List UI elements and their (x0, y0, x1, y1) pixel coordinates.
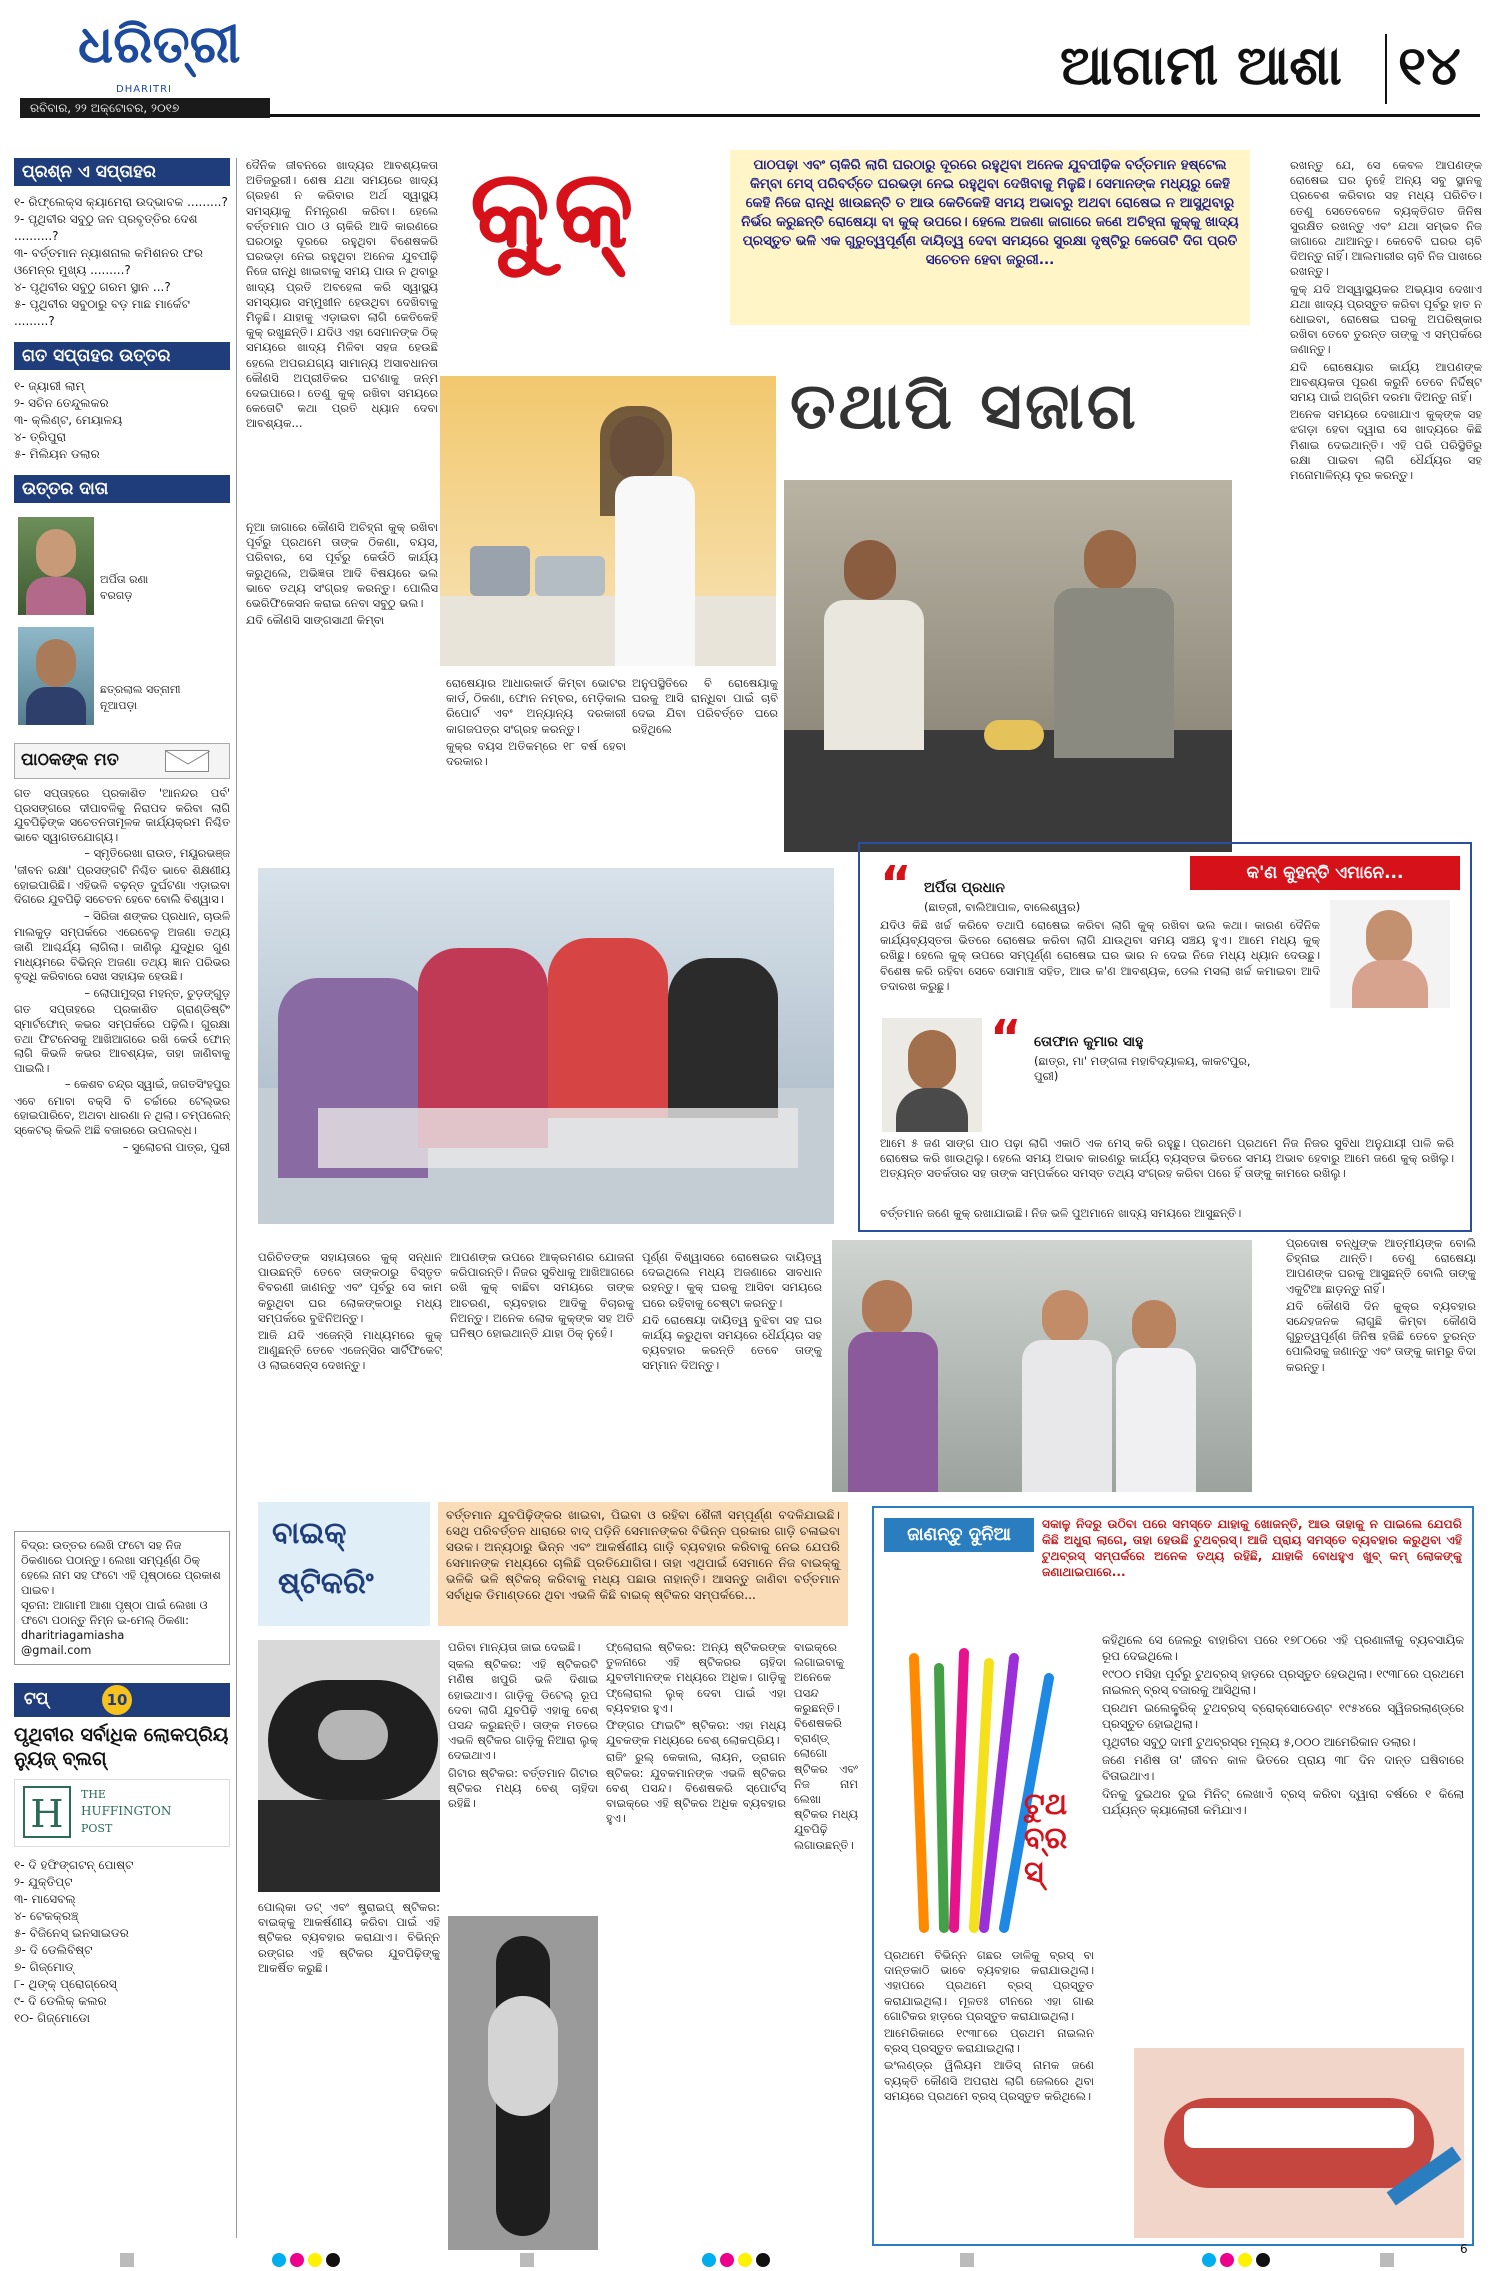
masthead-rule (270, 114, 1480, 117)
answers-list (14, 378, 230, 463)
top10-item: ୩- ମାସେବଲ୍ (14, 1892, 76, 1906)
cook-bullet: କୁକ୍ ଯଦି ଅସ୍ୱାସ୍ଥ୍ୟକର ଅଭ୍ୟାସ ଦେଖାଏ ଯଥା ଖାଦ୍ୟ ପ୍ରସ୍ତୁତ କରିବା ପୂର୍ବରୁ ହାତ ନ ଧୋଇବା, ରୋଷେଇ ଘରକୁ ଅପରିଷ୍କାର ରଖିବା ତେବେ ତୁରନ୍ତ ତାଙ୍କୁ ଏ ସମ୍ପର୍କରେ ଜଣାନ୍ତୁ। (1290, 281, 1482, 357)
quiz-item: ୫- ପୃଥିବୀର ସବୁଠାରୁ ବଡ଼ ମାଛ ମାର୍କେଟ .........? (14, 297, 190, 328)
opinion-photo (1330, 900, 1450, 1008)
newspaper-logo: ଧରିତ୍ରୀ (78, 14, 241, 75)
top10-item: ୯- ଦି ଡେଲିକ୍ କଲର (14, 1994, 107, 2008)
opinions-box (858, 842, 1472, 1232)
winners-heading: ଉତ୍ତର ଦାତା (14, 475, 230, 503)
photo-bike-skull (258, 1640, 440, 1892)
contact-box (14, 1531, 230, 1665)
world-fact: ଇଂଲଣ୍ଡ୍‌ର ୱିଲିୟମ ଆଡିସ୍ ନାମକ ଜଣେ ବ୍ୟକ୍ତି କୌଣସି ଅପରାଧ ଲାଗି ଜେଲରେ ଥିବା ସମୟରେ ପ୍ରଥମେ ବ୍ରସ୍ ପ୍ରସ୍ତୁତ କରିଥିଲେ। (884, 2058, 1094, 2103)
quiz-heading: ପ୍ରଶ୍ନ ଏ ସପ୍ତାହର (14, 158, 230, 186)
cook-mid-col2 (450, 1250, 634, 1470)
top10-item: ୧୦- ଗିଜ୍‌ମୋଡୋ (14, 2011, 90, 2025)
winner-card (14, 623, 230, 733)
cook-title: କୁକ୍ (470, 147, 638, 272)
readers-heading-box (14, 743, 230, 779)
footer-bar (0, 2242, 1500, 2270)
answers-heading: ଗତ ସପ୍ତାହର ଉତ୍ତର (14, 342, 230, 370)
cook-col-right (1290, 158, 1482, 826)
page-footer-number: 6 (1460, 2242, 1468, 2256)
cook-right-lower (1286, 1236, 1476, 1492)
left-sidebar (14, 158, 230, 2238)
cook-bullet: ଆଜି ଯଦି ଏଜେନ୍ସି ମାଧ୍ୟମରେ କୁକ୍ ଆଣୁଛନ୍ତି ତେବେ ଏଜେନ୍ସିର ସାର୍ଟିଫିକେଟ୍ ଓ ଲାଇସେନ୍ସ ଦେଖନ୍ତୁ। (258, 1328, 442, 1373)
cmyk-mark (700, 2252, 772, 2271)
world-fact: ପ୍ରଥମେ ବିଭିନ୍ନ ଗଛର ଡାଳିକୁ ବ୍ରସ୍ ବା ଦାନ୍ତକାଠି ଭାବେ ବ୍ୟବହାର କରାଯାଉଥିଲା। ଏହାପରେ ପ୍ରଥମେ ବ୍ରସ୍ ପ୍ରସ୍ତୁତ କରାଯାଇଥିଲା। ମୂଳତଃ ଚୀନରେ ଏହା ଗାଈ ଗୋଟିକର ହାଡ଼ରେ ପ୍ରସ୍ତୁତ କରାଯାଇଥିଲା। (884, 1948, 1094, 2023)
photo-woman-cooking (440, 376, 776, 666)
cook-mid-col3 (642, 1250, 822, 1470)
quiz-item: ୪- ପୃଥିବୀର ସବୁଠୁ ଗରମ ସ୍ଥାନ ...? (14, 280, 171, 294)
winner-name: ଛତ୍ରଲାଲ ସତ୍ନାମୀ (100, 683, 181, 696)
quiz-item: ୧- ରିଫ୍ଲେକ୍ସ କ୍ୟାମେରା ଉଦ୍ଭାବକ .........? (14, 195, 228, 209)
register-mark (960, 2252, 974, 2271)
opinion-text: ଯଦିଓ କିଛି ଖର୍ଚ୍ଚ କରିବେ ତଥାପି ରୋଷେଇ କରିବା ଲାଗି କୁକ୍ ରଖିବା ଭଲ କଥା। କାରଣ ଦୈନିକ କାର୍ଯ୍ୟବ୍ୟସ୍ତତା ଭିତରେ ରୋଷେଇ କରିବା ଲାଗି ଯାଉଥିବା ସମୟ ସଞ୍ଚୟ ହୁଏ। ଆମେ ମଧ୍ୟ କୁକ୍ ରଖିଛୁ। ହେଲେ କୁକ୍ ଉପରେ ସମ୍ପୂର୍ଣ୍ଣ ରୋଷେଇ ଘର ଭାର ନ ଦେଇ ନିଜେ ମଧ୍ୟ ଧ୍ୟାନ ଦେଉଛୁ। ବିଶେଷ କରି ରହିବା ସେବେ ସୋମାଞ୍ଚ ସହିତ, ଆଉ କ'ଣ ଆବଶ୍ୟକ, ଡେଲ ମସଲା ଖର୍ଚ୍ଚ କମାଇବା ଆଦି ତଦାରଖ କରୁଛୁ। (880, 918, 1320, 993)
cook-bullet: ଯଦି ରୋଷେୟାର କାର୍ଯ୍ୟ ଆପଣଙ୍କ ଆବଶ୍ୟକତା ପୂରଣ କରୁନି ତେବେ ନିର୍ଦ୍ଦିଷ୍ଟ ସମୟ ପାଇଁ ଅଗ୍ରିମ ଦରମା ଦିଅନ୍ତୁ ନାହିଁ। (1290, 359, 1482, 405)
contact-line: ସୂଚନା: ଆଗାମୀ ଆଶା ପୃଷ୍ଠା ପାଇଁ ଲେଖା ଓ ଫଟୋ ପଠାନ୍ତୁ ନିମ୍ନ ଇ-ମେଲ୍ ଠିକଣା: (21, 1599, 208, 1627)
reader-letter: ଗତ ସପ୍ତାହରେ ପ୍ରକାଶିତ 'ଆନନ୍ଦର ପର୍ବ' ପ୍ରସଙ୍ଗରେ ଦୀପାବଳିକୁ ନିରାପଦ କରିବା ଲାଗି ଯୁବପିଢ଼ିଙ୍କ ସଚେତନତାମୂଳକ କାର୍ଯ୍ୟକ୍ରମ ନିଶ୍ଚିତ ଭାବେ ସ୍ୱାଗତଯୋଗ୍ୟ। (14, 787, 230, 844)
answer-item: ୩- କ୍ଲିଣ୍ଟ, ମେୟାଳୟ (14, 413, 123, 427)
top10-badge: 10 (102, 1685, 132, 1715)
cook-bullet: ଯଦି ରୋଷେୟା ଦାୟିତ୍ୱ ବୁଝିବା ସହ ଘର କାର୍ଯ୍ୟ କରୁଥିବା ସମୟରେ ଧୈର୍ଯ୍ୟର ସହ ବ୍ୟବହାର କରନ୍ତି ତେବେ ତାଙ୍କୁ ସମ୍ମାନ ଦିଅନ୍ତୁ। (642, 1312, 822, 1373)
readers-heading: ପାଠକଙ୍କ ମତ (21, 750, 119, 770)
cook-text: ପ୍ରଦୋଷ ବନ୍ଧୁଙ୍କ ଆତ୍ମୀୟଙ୍କ ବୋଲି ଚିହ୍ନାଇ ଥାନ୍ତି। ତେଣୁ ରୋଷେୟା ଆପଣଙ୍କ ଘରକୁ ଆସୁଛନ୍ତି ବୋଲି ତାଙ୍କୁ ଏକୁଟିଆ ଛାଡ଼ନ୍ତୁ ନାହିଁ। (1286, 1236, 1476, 1296)
bike-title: ବାଇକ୍ (272, 1516, 347, 1551)
photo-cook-serving (832, 1240, 1252, 1492)
cook-text: ରୋଷେୟାର ଆଧାରକାର୍ଡ କିମ୍ବା ଭୋଟର କାର୍ଡ, ଠିକଣା, ଫୋନ ନମ୍ବର, ମେଡ଼ିକାଲ ରିପୋର୍ଟ ଏବଂ ଅନ୍ୟାନ୍ୟ ଦରକାରୀ କାଗଜପତ୍ର ସଂଗ୍ରହ କରନ୍ତୁ। (446, 676, 626, 736)
world-fact: କହିଥିଲେ ସେ ଜେଲରୁ ବାହାରିବା ପରେ ୧୭୮୦ରେ ଏହି ପ୍ରଣାଳୀକୁ ବ୍ୟବସାୟିକ ରୂପ ଦେଇଥିଲେ। (1102, 1633, 1464, 1663)
bike-col1-lower (258, 1900, 440, 2250)
world-fact: ପୃଥିବୀର ସବୁଠୁ ଦାମୀ ଟୁଥବ୍ରସ୍‌ର ମୂଲ୍ୟ ୫,୦୦୦ ଆମେରିକାନ ଡଲାର। (1102, 1735, 1416, 1749)
bike-title: ଷ୍ଟିକରିଂ (278, 1566, 374, 1601)
cook-bullet: ଯଦି କୌଣସି ଦିନ କୁକ୍‌ର ବ୍ୟବହାର ସନ୍ଦେହଜନକ ଲାଗୁଛି କିମ୍ବା କୌଣସି ଗୁରୁତ୍ୱପୂର୍ଣ୍ଣ ଜିନିଷ ହଜିଛି ତେବେ ତୁରନ୍ତ ପୋଲିସକୁ ଜଣାନ୍ତୁ ଏବଂ ତାଙ୍କୁ କାମରୁ ବିଦା କରନ୍ତୁ। (1286, 1298, 1476, 1374)
answer-item: ୧- ଜ୍ୟାରୀ ଲାମ୍ (14, 379, 85, 393)
top10-item: ୮- ଥିଙ୍କ୍ ପ୍ରୋଗ୍ରେସ୍ (14, 1977, 117, 1991)
reader-signature: – ସିରିଜା ଶଙ୍କର ପ୍ରଧାନ, ଚାଉଳି (83, 909, 230, 923)
opinion-text: ଆମେ ୫ ଜଣ ସାଙ୍ଗ ପାଠ ପଢ଼ା ଲାଗି ଏକାଠି ଏକ ମେସ୍ କରି ରହୁଛୁ। ପ୍ରଥମେ ପ୍ରଥମେ ନିଜ ନିଜର ସୁବିଧା ଅନୁଯାୟୀ ପାଳି କରି ରୋଷେଇ କରି ଖାଉଥିଲୁ। ହେଲେ ସମୟ ଅଭାବ କାରଣରୁ କାର୍ଯ୍ୟ ବ୍ୟସ୍ତତା ଭିତରେ ସମୟ ଅଭାବ ହେବାରୁ ଆମେ ଜଣେ କୁକ୍ ରଖିଲୁ। ଅତ୍ୟନ୍ତ ସତର୍କତାର ସହ ତାଙ୍କ ସମ୍ପର୍କରେ ସମସ୍ତ ତଥ୍ୟ ସଂଗ୍ରହ କରିବା ପରେ ହିଁ ତାଙ୍କୁ କାମରେ ରଖିଲୁ। (880, 1136, 1454, 1181)
register-mark (120, 2252, 134, 2271)
winner-place: ନୂଆପଡ଼ା (100, 699, 138, 712)
cook-lead: ଦୈନିକ ଜୀବନରେ ଖାଦ୍ୟର ଆବଶ୍ୟକତା ଅତିଜରୁରୀ। ଶେଷ ଯଥା ସମୟରେ ଖାଦ୍ୟ ଗ୍ରହଣ ନ କରିବାର ଅର୍ଥ ସ୍ୱାସ୍ଥ୍ୟ ସମସ୍ୟାକୁ ନିମନ୍ତ୍ରଣ କରିବା। ହେଲେ ବର୍ତ୍ତମାନ ପାଠ ଓ ଚାକିରି ଆଦି କାରଣରେ ଘରଠାରୁ ଦୂରରେ ରହୁଥିବା ବିଶେଷକରି ଘରଭଡ଼ା ନେଇ ରହୁଥିବା ଅନେକ ଯୁବପୀଢ଼ି ନିଜେ ରାନ୍ଧି ଖାଇବାକୁ ସମୟ ପାଉ ନ ଥିବାରୁ ଖାଦ୍ୟ ପ୍ରତି ଅବହେଳା କରି ସ୍ୱାସ୍ଥ୍ୟ ସମସ୍ୟାର ସମ୍ମୁଖୀନ ହେଉଥିବା ଦେଖିବାକୁ ମିଳୁଛି। ଯାହାକୁ ଏଡ଼ାଇବା ଲାଗି କେତିକେହି କୁକ୍ ରଖୁଛନ୍ତି। ଯଦିଓ ଏହା ସେମାନଙ୍କ ଠିକ୍ ସମୟରେ ଖାଦ୍ୟ ମିଳିବା ସହଜ ହେଉଛି ହେଲେ ଅପରଯଗ୍ୟ ସାମାନ୍ୟ ଅସାବଧାନତା କୌଣସି ଅପ୍ରୀତିକର ଘଟଣାକୁ ଜନ୍ମ ଦେଇପାରେ। ତେଣୁ କୁକ୍ ରଖିବା ସମୟରେ କେତୋଟି କଥା ପ୍ରତି ଧ୍ୟାନ ଦେବା ଆବଶ୍ୟକ... (246, 158, 438, 431)
reader-signature: – ଲୋପାମୁଦ୍ରା ମହନ୍ତ, ଚୁଡ଼ଙ୍ଗୁଡ଼ (84, 986, 230, 1000)
world-fact: ଦିନକୁ ଦୁଇଥର ଦୁଇ ମିନିଟ୍ ଲେଖାଏଁ ବ୍ରସ୍ କରିବା ଦ୍ୱାରା ବର୍ଷରେ ୧ କିଲୋ ପର୍ଯ୍ୟନ୍ତ କ୍ୟାଲୋରୀ କମିଯାଏ। (1102, 1787, 1464, 1817)
cook-col2 (446, 676, 626, 866)
bike-text: ଫ୍ଲୋରାଲ ଷ୍ଟିକର: ଅନ୍ୟ ଷ୍ଟିକରଙ୍କ ତୁଳନାରେ ଏହି ଷ୍ଟିକରର ଚାହିଦା ଯୁବତୀମାନଙ୍କ ମଧ୍ୟରେ ଅଧିକ। ଗାଡ଼ିକୁ ଫ୍ଲୋରାଲ ଲୁକ୍ ଦେବା ପାଇଁ ଏହା ବ୍ୟବହାର ହୁଏ। (606, 1640, 786, 1715)
huffington-logo (14, 1779, 230, 1847)
winner-photo (18, 627, 94, 725)
contact-line: ବିଦ୍ର: ଉତ୍ତର ଲେଖି ଫଟୋ ସହ ନିଜ ଠିକଣାରେ ପଠାନ୍ତୁ। ଲେଖା ସମ୍ପୂର୍ଣ୍ଣ ଠିକ୍ ହେଲେ ନାମ ସହ ଫଟୋ ଏହି ପୃଷ୍ଠାରେ ପ୍ରକାଶ ପାଇବ। (21, 1539, 221, 1597)
winner-name: ଅର୍ପିତା ରଣା (100, 573, 149, 586)
readers-letters (14, 787, 230, 1517)
photo-bike-stickered (448, 1916, 598, 2250)
cook-text: ପରିଚିତଙ୍କ ସହାୟତାରେ କୁକ୍ ସନ୍ଧାନ ପାଉଛନ୍ତି ତେବେ ତାଙ୍କଠାରୁ ବିସ୍ତୃତ ବିବରଣୀ ଜାଣନ୍ତୁ ଏବଂ ପୂର୍ବରୁ ସେ କାମ କରୁଥିବା ଘର ଲୋକଙ୍କଠାରୁ ମଧ୍ୟ ସମ୍ପର୍କରେ ବୁଝିନିଅନ୍ତୁ। (258, 1250, 442, 1325)
newspaper-logo-sub: DHARITRI (116, 84, 172, 95)
cook-col1 (246, 158, 438, 518)
cook-bullet: ନୂଆ ଜାଗାରେ କୌଣସି ଅଚିହ୍ନା କୁକ୍ ରଖିବା ପୂର୍ବରୁ ପ୍ରଥମେ ତାଙ୍କ ଠିକଣା, ବୟସ, ପରିବାର, ସେ ପୂର୍ବରୁ କେଉଁଠି କାର୍ଯ୍ୟ କରୁଥିଲେ, ଅଭିଜ୍ଞତା ଆଦି ବିଷୟରେ ଭଲ ଭାବେ ତଥ୍ୟ ସଂଗ୍ରହ କରନ୍ତୁ। ପୋଲିସ ଭେରିଫିକେସନ କରାଇ ନେବା ସବୁଠୁ ଭଲ। (246, 520, 438, 611)
bike-text: ରାଜିଂ ରୁଲ୍ କେକାଲ, ଲାୟନ, ଡ୍ରାଗନ ଷ୍ଟିକର: ଯୁବକମାନଙ୍କ ଏଭଳି ଷ୍ଟିକର ବେଶ୍ ପସନ୍ଦ। ବିଶେଷକରି ସ୍ପୋର୍ଟସ୍ ବାଇକ୍‌ରେ ଏହି ଷ୍ଟିକର ଅଧିକ ବ୍ୟବହାର ହୁଏ। (606, 1750, 786, 1826)
contact-email: @gmail.com (21, 1644, 92, 1657)
bike-col2 (606, 1640, 786, 2240)
bike-title-box (258, 1502, 430, 1626)
huffington-letter: H (23, 1786, 71, 1838)
quote-icon: “ (880, 856, 912, 912)
world-intro: ସକାଳୁ ନିଦରୁ ଉଠିବା ପରେ ସମସ୍ତେ ଯାହାକୁ ଖୋଜନ୍ତି, ଆଉ ତାହାକୁ ନ ପାଇଲେ ଯେପରି କିଛି ଅଧୁରା ଲାଗେ, ତାହା ହେଉଛି ଟୁଥବ୍ରସ୍। ଆଜି ପ୍ରାୟ ସମସ୍ତେ ବ୍ୟବହାର କରୁଥିବା ଏହି ଟୁଥବ୍ରସ୍ ସମ୍ପର୍କରେ ଅନେକ ତଥ୍ୟ ରହିଛି, ଯାହାକି ବୋଧହୁଏ ଖୁବ୍ କମ୍ ଲୋକଙ୍କୁ ଜଣାଥାଇପାରେ... (1042, 1517, 1462, 1579)
issue-date: ରବିବାର, ୨୨ ଅକ୍ଟୋବର, ୨୦୧୭ (30, 101, 180, 115)
quiz-list (14, 194, 230, 330)
world-col2 (1102, 1632, 1464, 2032)
top10-item: ୬- ଦି ଡେଲିବିଷ୍ଟ (14, 1943, 93, 1957)
cmyk-mark (1200, 2252, 1272, 2271)
answer-item: ୪- ତ୍ରିପୁରା (14, 430, 67, 444)
page-number: ୧୪ (1398, 34, 1461, 97)
contact-email: dharitriagamiasha (21, 1629, 125, 1642)
opinion-photo (882, 1018, 982, 1132)
huffington-line: HUFFINGTON (81, 1804, 172, 1818)
winner-place: ବରଗଡ଼ (100, 589, 133, 602)
huffington-line: THE (81, 1788, 106, 1801)
world-fact: ଜଣେ ମଣିଷ ତା' ଜୀବନ କାଳ ଭିତରେ ପ୍ରାୟ ୩୮ ଦିନ ଦାନ୍ତ ଘଷିବାରେ ବିତାଇଥାଏ। (1102, 1753, 1464, 1783)
cook-text: ପୂର୍ଣ୍ଣ ବିଶ୍ୱାସରେ ରୋଷେଇର ଦାୟିତ୍ୱ ଦେଇଥିଲେ ମଧ୍ୟ ଅଜଣାରେ ସାବଧାନ ରହନ୍ତୁ। କୁକ୍ ଘରକୁ ଆସିବା ସମୟରେ ଘରେ ରହିବାକୁ ଚେଷ୍ଟା କରନ୍ତୁ। (642, 1250, 822, 1310)
winner-photo (18, 517, 94, 615)
quote-icon: “ (990, 1010, 1022, 1066)
reader-signature: – ସୁଲୋଚନା ପାତ୍ର, ପୁରୀ (122, 1140, 230, 1154)
bike-text: ପୋଲ୍କା ଡଟ୍ ଏବଂ ଷ୍ଟ୍ରାଇପ୍ ଷ୍ଟିକର: ବାଇକ୍‌କୁ ଆକର୍ଷଣୀୟ କରିବା ପାଇଁ ଏହି ଷ୍ଟିକର ବ୍ୟବହାର କରାଯାଏ। ବିଭିନ୍ନ ରଙ୍ଗର ଏହି ଷ୍ଟିକର ଯୁବପିଢ଼ିଙ୍କୁ ଆକର୍ଷିତ କରୁଛି। (258, 1900, 440, 1975)
quiz-item: ୨- ପୃଥିବୀର ସବୁଠୁ ଜନ ପ୍ରବୃତ୍ତିର ଦେଶ ..........? (14, 212, 198, 243)
sidebar-divider (236, 158, 237, 2238)
bike-col3 (794, 1640, 858, 2240)
cook-subtitle: ତଥାପି ସଜାଗ (790, 370, 1139, 444)
toothbrush-label: ଟୁଥବ୍ରସ୍ (1024, 1787, 1068, 1890)
reader-letter: ମାଲକୁଡ଼ ସମ୍ପର୍କରେ ଏରେବେଳୁ ଅଜଣା ତଥ୍ୟ ଜାଣି ଆଶ୍ଚର୍ଯ୍ୟ ଲାଗିଲା। ଜାଣିଲୁ ଯୁଦ୍ଧିର ଗୁଣ ମାଧ୍ୟମରେ ବିଭିନ୍ନ ଅଜଣା ତଥ୍ୟ ଜ୍ଞାନ ପରିଭର ବୃଦ୍ଧି କରିବାରେ ସେଖ ସହାୟକ ହେଉଛି। (14, 926, 230, 984)
cook-bullet: କୁକ୍‌ର ବୟସ ଅତିକମ୍‌ରେ ୧୮ ବର୍ଷ ହେବା ଦରକାର। (446, 738, 626, 769)
bike-text: ଗିଟାର ଷ୍ଟିକର: ବର୍ତ୍ତମାନ ଗିଟାର ଷ୍ଟିକର ମଧ୍ୟ ବେଶ୍ ଚାହିଦା ରହିଛି। (448, 1765, 598, 1811)
cook-intro: ପାଠପଢ଼ା ଏବଂ ଚାକିରି ଲାଗି ଘରଠାରୁ ଦୂରରେ ରହୁଥିବା ଅନେକ ଯୁବପୀଢ଼ିକ ବର୍ତ୍ତମାନ ହଷ୍ଟେଲ କିମ୍ବା ମେସ୍ ପରିବର୍ତ୍ତେ ଘରଭଡ଼ା ନେଇ ରହୁଥିବା ଦେଖିବାକୁ ମିଳୁଛି। ସେମାନଙ୍କ ମଧ୍ୟରୁ କେହି କେହି ନିଜେ ରାନ୍ଧି ଖାଉଛନ୍ତି ତ ଆଉ କେତିକେହି ସମୟ ଅଭାବରୁ ଅଥବା ରୋଷେଇ ନ ଆସୁଥିବାରୁ ନିର୍ଭର କରୁଛନ୍ତି ରୋଷେୟା ବା କୁକ୍ ଉପରେ। ହେଲେ ଅଜଣା ଜାଗାରେ ଜଣେ ଅଚିହ୍ନା କୁକ୍‌କୁ ଖାଦ୍ୟ ପ୍ରସ୍ତୁତ ଭଳି ଏକ ଗୁରୁତ୍ୱପୂର୍ଣ୍ଣ ଦାୟିତ୍ୱ ଦେବା ସମୟରେ ସୁରକ୍ଷା ଦୃଷ୍ଟିରୁ କେତୋଟି ଦିଗ ପ୍ରତି ସଚେତନ ହେବା ଜରୁରୀ... (730, 150, 1250, 325)
envelope-icon (165, 750, 209, 772)
opinion-name: ତୋଫାନ କୁମାର ସାହୁ (1034, 1034, 1144, 1050)
cmyk-mark (270, 2252, 342, 2271)
top10-item: ୧- ଦି ହଫିଙ୍ଗଟନ୍ ପୋଷ୍ଟ (14, 1858, 134, 1872)
bike-text: ସ୍କଲ ଷ୍ଟିକର: ଏହି ଷ୍ଟିକରଟି ମଣିଷ ଖପୁରି ଭଳି ଦିଶାଇ ହୋଇଥାଏ। ଗାଡ଼ିକୁ ଡିଟେଲ୍ ରୂପ ଦେବା ଲାଗି ଯୁବପିଢ଼ି ଏହାକୁ ବେଶ୍ ପସନ୍ଦ କରୁଛନ୍ତି। ତାଙ୍କ ମତରେ ଏଭଳି ଷ୍ଟିକର ଗାଡ଼ିକୁ ନିଆରା ଲୁକ୍ ଦେଇଥାଏ। (448, 1657, 598, 1763)
world-fact: ପ୍ରଥମ ଇଲେକ୍ଟ୍ରିକ୍ ଟୁଥବ୍ରସ୍ ବ୍ରୋକ୍ସୋଡେଣ୍ଟ ୧୯୫୪ରେ ସ୍ୱିଜରଲାଣ୍ଡ୍‌ରେ ପ୍ରସ୍ତୁତ ହୋଇଥିଲା। (1102, 1701, 1464, 1731)
answer-item: ୫- ମିଲିୟନ ଡଲାର (14, 447, 100, 461)
top10-item: ୪- ଟେକକ୍ରଞ୍ଚ୍ (14, 1909, 79, 1923)
world-box (872, 1506, 1474, 2246)
answer-item: ୨- ସଚିନ ତେନ୍ଦୁଲକର (14, 396, 109, 410)
reader-signature: – କେଶବ ଚନ୍ଦ୍ର ସ୍ୱାଇଁ, ଜଗତସିଂହପୁର (64, 1078, 230, 1092)
bike-col1 (448, 1640, 598, 1910)
date-bar (20, 98, 270, 118)
opinion-closing: ବର୍ତ୍ତମାନ ଜଣେ କୁକ୍ ରଖାଯାଇଛି। ନିଜ ଭଳି ପୁଅମାନେ ଖାଦ୍ୟ ସମୟରେ ଆସୁଛନ୍ତି। (880, 1206, 1242, 1220)
world-col1 (884, 1948, 1094, 2238)
title-divider (1385, 34, 1387, 104)
quiz-item: ୩- ବର୍ତ୍ତମାନ ନ୍ୟାଶନାଲ କମିଶନର ଫର ଓମେନ୍‌ର ମୁଖ୍ୟ .........? (14, 246, 203, 277)
cook-text: ରଖନ୍ତୁ ଯେ, ସେ କେବଳ ଆପଣଙ୍କ ରୋଷେଇ ଘର ନୁହେଁ ଅନ୍ୟ ସବୁ ସ୍ଥାନକୁ ପ୍ରବେଶ କରିବାର ସହ ମଧ୍ୟ ପରିଚିତ। ତେଣୁ ସେତେବେଳେ ବ୍ୟକ୍ତିଗତ ଜିନିଷ ସୁରକ୍ଷିତ ରଖନ୍ତୁ ଏବଂ ଯଥା ସମ୍ଭବ ନିଜ ଜାଗାରେ ଥାଆନ୍ତୁ। କେବେବି ଘରର ଚାବି ଦିଅନ୍ତୁ ନାହିଁ। ଆଲମାରୀର ଚାବି ନିଜ ପାଖରେ ରଖନ୍ତୁ। (1290, 158, 1482, 279)
cook-col3 (632, 676, 778, 866)
reader-letter: ଗତ ସପ୍ତାହରେ ପ୍ରକାଶିତ ଗ୍ରାଣ୍ଡିଷ୍ଟିଂ ସ୍ମାର୍ଟଫୋନ୍ କଭର ସମ୍ପର୍କରେ ପଢ଼ିଲି। ଗୁରକ୍ଷା ତଥା ଫିଟନେସକୁ ଆଖିଆଗରେ ରଖି କେଉଁ ଫୋନ୍ ଲାଗି କିଭଳି କଭର ଆବଶ୍ୟକ, ତାହା ଜାଣିବାକୁ ପାଇଲି। (14, 1003, 230, 1075)
world-fact: ୧୯୦୦ ମସିହା ପୂର୍ବରୁ ଟୁଥବ୍ରସ୍ ହାଡ଼ରେ ପ୍ରସ୍ତୁତ ହେଉଥିଲା। ୧୯୩୮ରେ ପ୍ରଥମେ ନାଇଲନ୍ ବ୍ରସ୍ ବଜାରକୁ ଆସିଥିଲା। (1102, 1667, 1464, 1697)
register-mark (520, 2252, 534, 2271)
reader-letter: ଏବେ ମୋବା ବକ୍ସି ବି ଚର୍ଚ୍ଚାରେ ଟେଲ୍‌ଭର ହୋଇପାରିବେ, ଅଥବା ଧାରଣା ନ ଥିଲା। ଚମ୍ପଲେନ୍ ସ୍କେଟର୍ କିଭଳି ଅଛି ବଜାରରେ ଉପଲବ୍ଧ। (14, 1094, 230, 1138)
top10-heading (14, 1683, 230, 1717)
reader-signature: – ସ୍ମୃତିରେଖା ରାଉତ, ମୟୂରଭଞ୍ଜ (84, 847, 230, 861)
cook-text: ଆପଣଙ୍କ ଉପରେ ଆକ୍ରମଣର ଯୋଜନା କରିପାରନ୍ତି। ନିଜର ସୁବିଧାକୁ ଆଖିଆଗରେ ରଖି କୁକ୍ ବାଛିବା ସମୟରେ ତାଙ୍କ ଆଚରଣ, ବ୍ୟବହାର ଆଦିକୁ ବିଚାରକୁ ନିଅନ୍ତୁ। ଅନେକ ଲୋକ କୁକ୍‌ଙ୍କ ସହ ଅତି ଘନିଷ୍ଠ ହୋଇଥାନ୍ତି ଯାହା ଠିକ୍ ନୁହେଁ। (450, 1250, 634, 1341)
top10-title: ପୃଥିବୀର ସର୍ବାଧିକ ଲୋକପ୍ରିୟ ନ୍ୟୁଜ୍ ବ୍ଲଗ୍ (14, 1724, 229, 1770)
cook-mid-col1 (258, 1250, 442, 1470)
photo-smile (1134, 2048, 1464, 2238)
cook-col1b (246, 520, 438, 864)
photo-two-men-cooking (784, 480, 1232, 852)
cook-bullet: ଯଦି କୌଣସି ସାଙ୍ଗସାଥୀ କିମ୍ବା (246, 613, 385, 628)
cook-bullet: ଅନେକ ସମୟରେ ଦେଖାଯାଏ କୁକ୍‌ଙ୍କ ସହ ଝଗଡ଼ା ହେବା ଦ୍ୱାରା ସେ ଖାଦ୍ୟରେ କିଛି ମିଶାଇ ଦେଇଥାନ୍ତି। ଏହି ପରି ପରିସ୍ଥିତିରୁ ରକ୍ଷା ପାଇବା ଲାଗି ଧୈର୍ଯ୍ୟର ସହ ମନୋମାଳିନ୍ୟ ଦୂର କରନ୍ତୁ। (1290, 407, 1482, 483)
section-title: ଆଗାମୀ ଆଶା (1060, 34, 1342, 97)
top10-tag: ଟପ୍ (24, 1689, 49, 1709)
opinion-affiliation: (ଛାତ୍ର, ମା' ମଙ୍ଗଳା ମହାବିଦ୍ୟାଳୟ, କାକଟପୁର, ପୁରୀ) (1034, 1054, 1251, 1083)
top10-item: ୨- ଯୁକ୍ତିପ୍ଟ (14, 1875, 73, 1889)
masthead (20, 14, 1480, 118)
bike-intro: ବର୍ତ୍ତମାନ ଯୁବପିଢ଼ିଙ୍କର ଖାଇବା, ପିଇବା ଓ ରହିବା ଶୈଳୀ ସମ୍ପୂର୍ଣ୍ଣ ବଦଳିଯାଇଛି। ସେଥି ପରିବର୍ତ୍ତନ ଧାରାରେ ବାଦ୍ ପଡ଼ିନି ସେମାନଙ୍କର ବିଭିନ୍ନ ପ୍ରକାର ଗାଡ଼ି ଚଳାଇବା ସଉକ। ଅନ୍ୟଠାରୁ ଭିନ୍ନ ଏବଂ ଆକର୍ଷଣୀୟ ଗାଡ଼ି ବ୍ୟବହାର କରିବାକୁ ନେଇ ଯେପରି ସେମାନଙ୍କ ମଧ୍ୟରେ ଚାଲିଛି ପ୍ରତିଯୋଗିତା। ତାହା ଏଥିପାଇଁ ସେମାନେ ନିଜ ବାଇକ୍‌କୁ ଭଳିକି ଭଳି ଷ୍ଟିକର୍ କରିବାକୁ ମଧ୍ୟ ପଛାଉ ନାହାନ୍ତି। ଆସନ୍ତୁ ଜାଣିବା ବର୍ତ୍ତମାନ ସର୍ବାଧିକ ଡିମାଣ୍ଡରେ ଥିବା ଏଭଳି କିଛି ବାଇକ୍ ଷ୍ଟିକର ସମ୍ପର୍କରେ... (438, 1502, 848, 1626)
top10-list (14, 1857, 230, 2027)
reader-letter: 'ଜୀବନ ରକ୍ଷା' ପ୍ରସଙ୍ଗଟି ନିଶ୍ଚିତ ଭାବେ ଶିକ୍ଷଣୀୟ ହୋଇପାରିଛି। ଏହିଭଳି ବଢ଼ନ୍ତ ଦୁର୍ଘଟଣା ଏଡ଼ାଇବା ଦିଗରେ ଯୁବପିଢ଼ି ସଚେତନ ହେବେ ବୋଲି ବିଶ୍ୱାସ। (14, 863, 230, 907)
bike-text: ଫିଙ୍ଗର ଫାଇଟିଂ ଷ୍ଟିକର: ଏହା ମଧ୍ୟ ଯୁବକଙ୍କ ମଧ୍ୟରେ ବେଶ୍ ଲୋକପ୍ରିୟ। (606, 1718, 786, 1748)
winner-card (14, 513, 230, 623)
bike-text: ବାଇକ୍‌ରେ ଲଗାଇବାକୁ ଅନେକେ ପସନ୍ଦ କରୁଛନ୍ତି। ବିଶେଷକରି ବ୍ରାଣ୍ଡ୍ ଲୋଗୋ ଷ୍ଟିକର ଏବଂ ନିଜ ନାମ ଲେଖା ଷ୍ଟିକର ମଧ୍ୟ ଯୁବପିଢ଼ି ଲଗାଉଛନ୍ତି। (794, 1640, 858, 1852)
cook-text: ଅନୁପସ୍ଥିତିରେ ବି ରୋଷେୟାକୁ ଘରକୁ ଆସି ରାନ୍ଧିବା ପାଇଁ ଚାବି ଦେଇ ଯିବା ପରିବର୍ତ୍ତେ ଘରେ ରହିଥିଲେ (632, 676, 778, 736)
top10-item: ୫- ବିଜିନେସ୍ ଇନସାଇଡର (14, 1926, 129, 1940)
bike-text: ପରିବା ମାନ୍ୟତା ଜାଇ ଦେଇଛି। (448, 1640, 581, 1654)
world-heading: ଜାଣନ୍ତୁ ଦୁନିଆ (884, 1518, 1034, 1552)
register-mark (1380, 2252, 1394, 2271)
world-fact: ଆମେରିକାରେ ୧୯୩୮ରେ ପ୍ରଥମ ନାଇଲନ ବ୍ରସ୍ ପ୍ରସ୍ତୁତ କରାଯାଇଥିଲା। (884, 2026, 1094, 2056)
huffington-line: POST (81, 1822, 113, 1835)
opinion-name: ଅର୍ପିତା ପ୍ରଧାନ (924, 880, 1005, 896)
opinions-heading: କ'ଣ କୁହନ୍ତି ଏମାନେ... (1190, 856, 1460, 890)
top10-item: ୭- ଗିଜ୍‌ମୋଡ୍ (14, 1960, 74, 1974)
opinion-affiliation: (ଛାତ୍ରୀ, ବାଲିଆପାଳ, ବାଲେଶ୍ୱର) (924, 900, 1081, 914)
photo-students-eating (258, 868, 834, 1224)
